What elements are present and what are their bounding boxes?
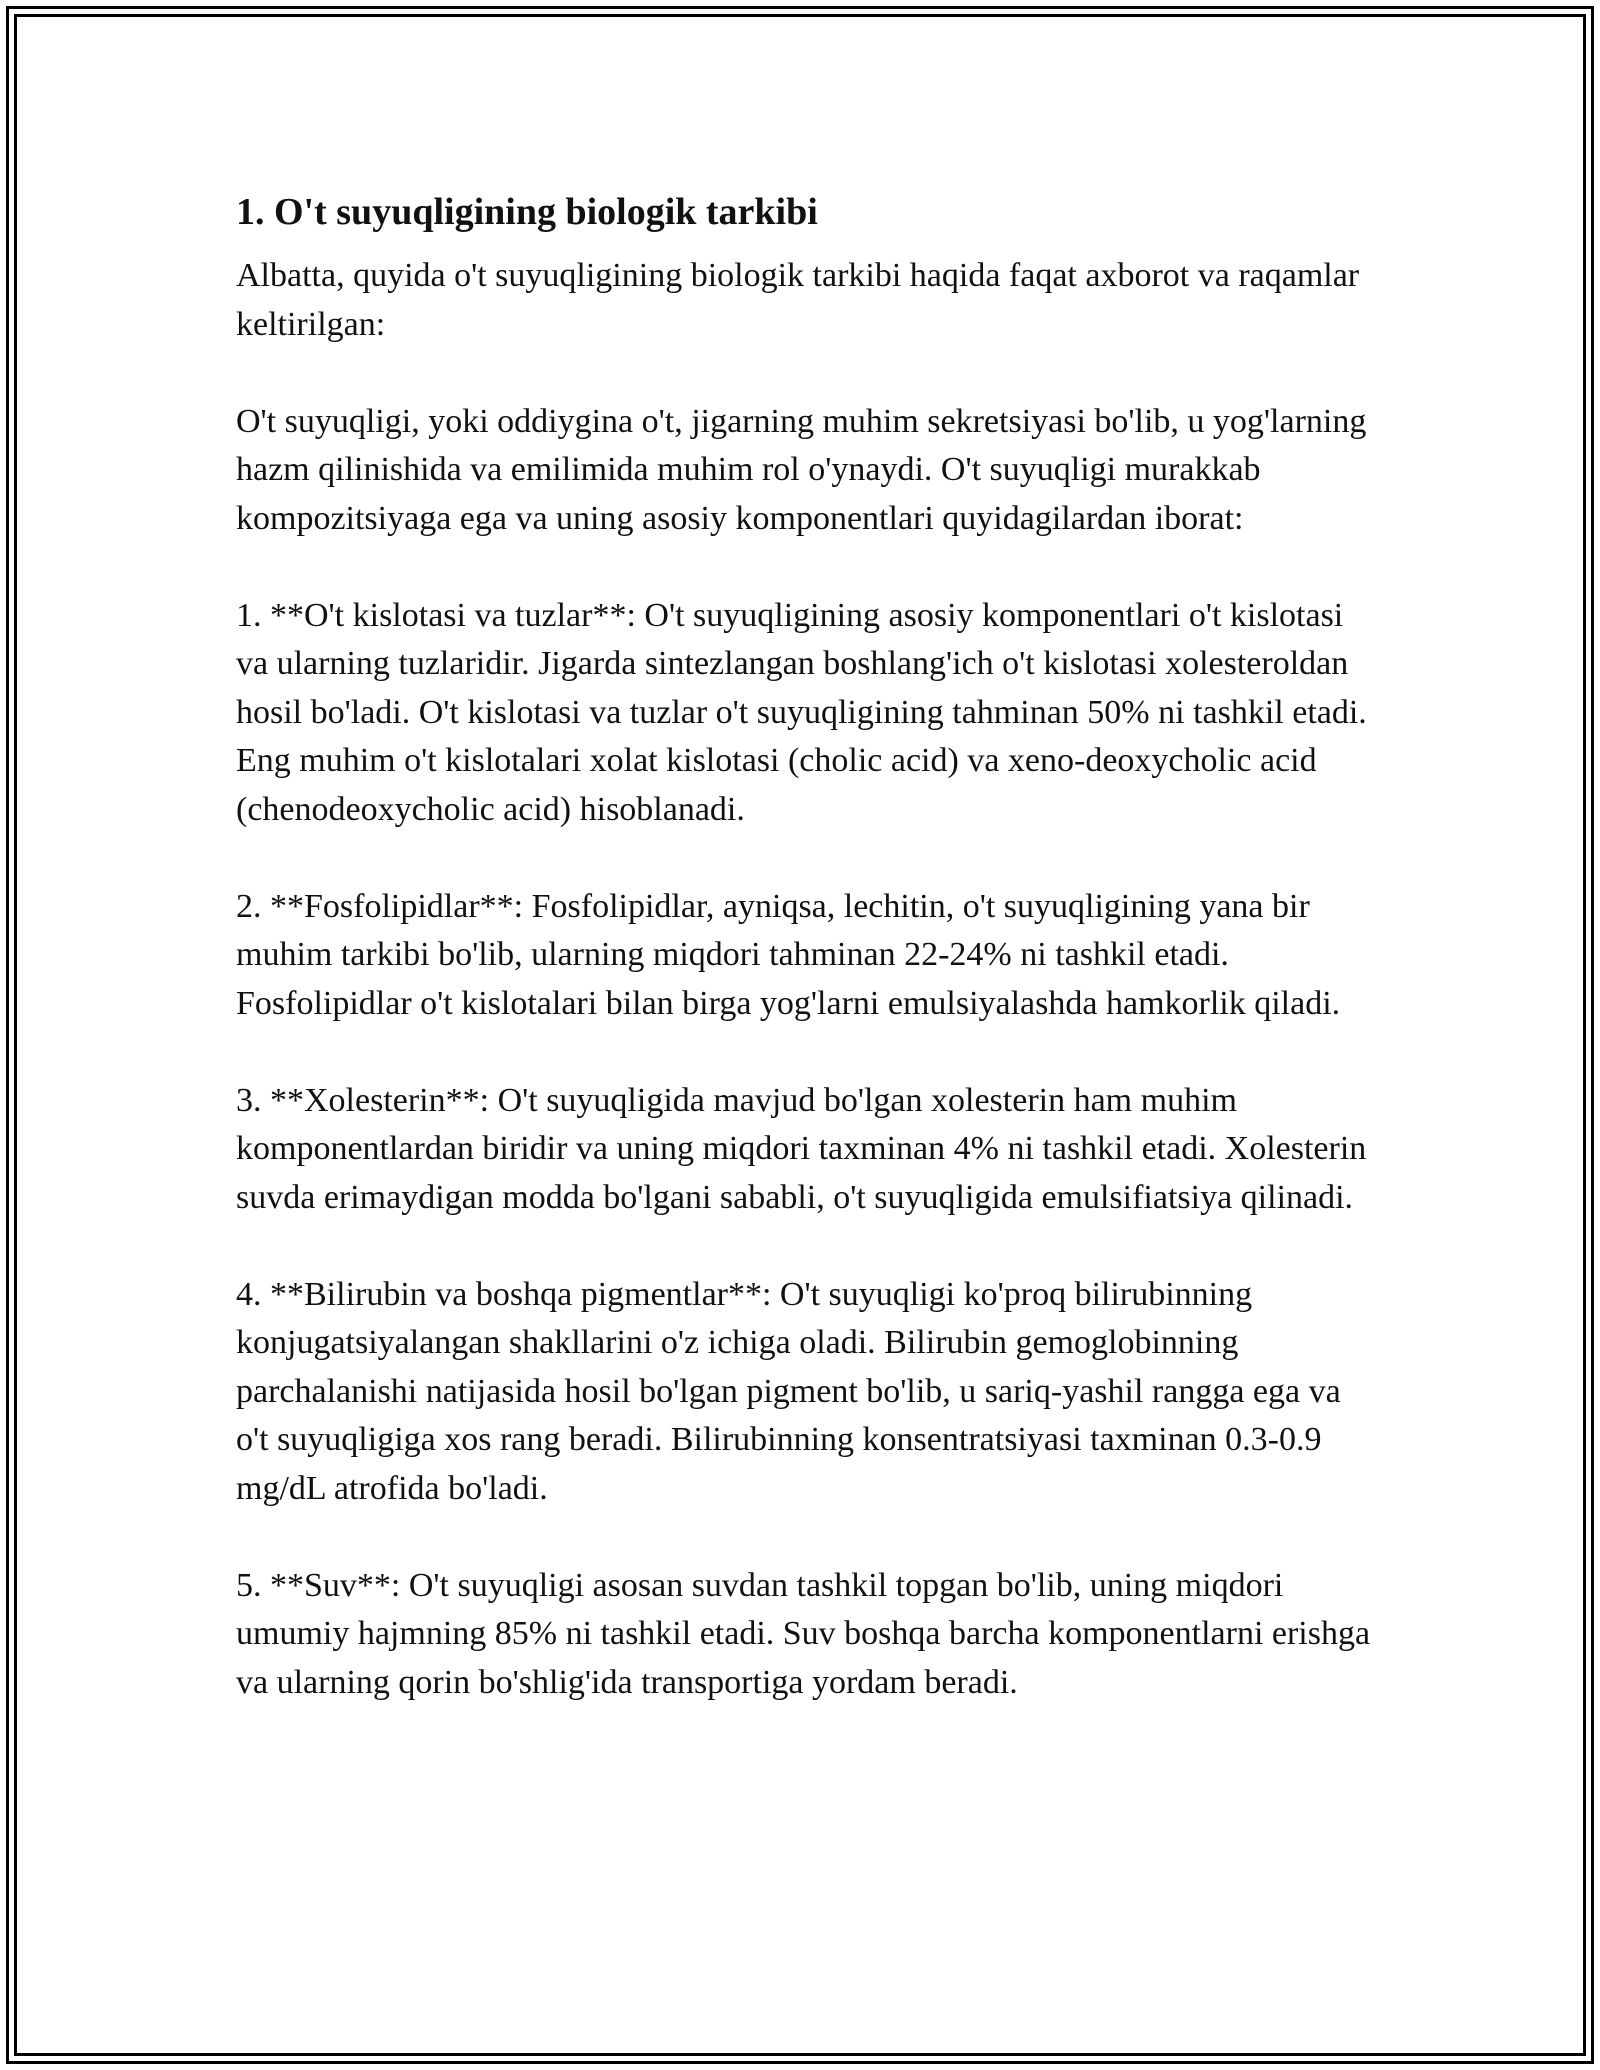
phospholipids-paragraph: 2. **Fosfolipidlar**: Fosfolipidlar, ayniqsa, lechitin, o't suyuqligining yana bir muhim tarkibi bo'lib, ularning miqdori tahminan 22-24% ni tashkil etadi. Fosfolipidlar o't kislotalari bilan birga yog'larni emulsiyalashda hamkorlik qiladi.: [236, 887, 1341, 1022]
bilirubin-paragraph: 4. **Bilirubin va boshqa pigmentlar**: O't suyuqligi ko'proq bilirubinning konjugatsiyalangan shakllarini o'z ichiga oladi. Bilirubin gemoglobinning parchalanishi natijasida hosil bo'lgan pigment bo'lib, u sariq-yashil rangga ega va o't suyuqligiga xos rang beradi. Bilirubinning konsentratsiyasi taxminan 0.3-0.9 mg/dL atrofida bo'ladi.: [236, 1275, 1341, 1507]
section-heading: 1. O't suyuqligining biologik tarkibi: [236, 191, 818, 233]
document-content: [236, 186, 1376, 1756]
intro-paragraph: Albatta, quyida o't suyuqligining biologik tarkibi haqida faqat axborot va raqamlar keltirilgan:: [236, 257, 1360, 343]
water-paragraph: 5. **Suv**: O't suyuqligi asosan suvdan tashkil topgan bo'lib, uning miqdori umumiy hajmning 85% ni tashkil etadi. Suv boshqa barcha komponentlarni erishga va ularning qorin bo'shlig'ida transportiga yordam beradi.: [236, 1566, 1371, 1701]
cholesterol-paragraph: 3. **Xolesterin**: O't suyuqligida mavjud bo'lgan xolesterin ham muhim komponentlardan biridir va uning miqdori taxminan 4% ni tashkil etadi. Xolesterin suvda erimaydigan modda bo'lgani sababli, o't suyuqligida emulsifiatsiya qilinadi.: [236, 1081, 1367, 1216]
overview-paragraph: O't suyuqligi, yoki oddiygina o't, jigarning muhim sekretsiyasi bo'lib, u yog'larning hazm qilinishida va emilimida muhim rol o'ynaydi. O't suyuqligi murakkab kompozitsiyaga ega va uning asosiy komponentlari quyidagilardan iborat:: [236, 402, 1367, 537]
bile-acids-paragraph: 1. **O't kislotasi va tuzlar**: O't suyuqligining asosiy komponentlari o't kislotasi va ularning tuzlaridir. Jigarda sintezlangan boshlang'ich o't kislotasi xolesteroldan hosil bo'ladi. O't kislotasi va tuzlar o't suyuqligining tahminan 50% ni tashkil etadi. Eng muhim o't kislotalari xolat kislotasi (cholic acid) va xeno-deoxycholic acid (chenodeoxycholic acid) hisoblanadi.: [236, 596, 1367, 828]
